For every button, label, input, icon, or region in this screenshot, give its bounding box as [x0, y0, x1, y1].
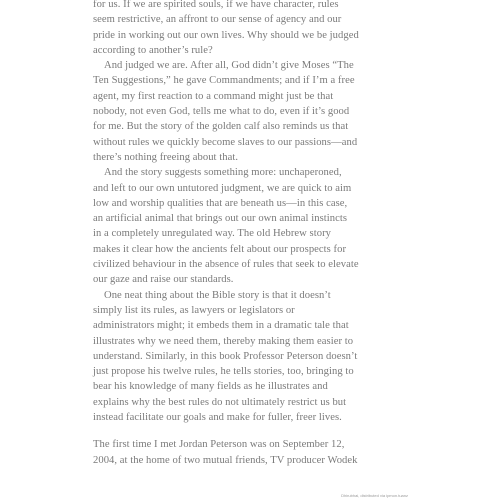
text-column	[93, 0, 381, 468]
text-line: 2004, at the home of two mutual friends, TV producer Wodek	[93, 454, 358, 466]
text-line: bear his knowledge of many fields as he illustrates and	[93, 381, 328, 393]
text-line: an artificial animal that brings out our own animal instincts	[93, 213, 348, 225]
text-line: simply list its rules, as lawyers or legislators or	[93, 304, 295, 316]
paragraph-2	[93, 58, 381, 165]
paragraph-3	[93, 165, 381, 287]
text-line: our gaze and raise our standards.	[93, 274, 234, 286]
text-line: makes it clear how the ancients felt about our prospects for	[93, 243, 347, 255]
paragraph-1	[93, 0, 381, 58]
text-line: for us. If we are spirited souls, if we have character, rules	[93, 0, 339, 10]
text-line: And judged we are. After all, God didn’t give Moses “The	[104, 60, 354, 72]
text-line: pride in working out our own lives. Why should we be judged	[93, 29, 359, 41]
text-line: One neat thing about the Bible story is that it doesn’t	[104, 289, 331, 301]
text-line: agent, my first reaction to a command might just be that	[93, 90, 334, 102]
page-footer: Dhirubhai, distributed via ipmon.tuanz	[341, 493, 408, 498]
text-line: according to another’s rule?	[93, 44, 213, 56]
paragraph-5	[93, 437, 381, 468]
text-line: Ten Suggestions,” he gave Commandments; and if I’m a free	[93, 75, 355, 87]
text-line: civilized behaviour in the absence of rules that seek to elevate	[93, 259, 359, 271]
text-line: in a completely unregulated way. The old Hebrew story	[93, 228, 331, 240]
text-line: instead facilitate our goals and make for fuller, freer lives.	[93, 412, 342, 424]
text-line: without rules we quickly become slaves to our passions—and	[93, 136, 358, 148]
text-line: and left to our own untutored judgment, we are quick to aim	[93, 182, 352, 194]
text-line: The first time I met Jordan Peterson was on September 12,	[93, 439, 345, 451]
text-line: just propose his twelve rules, he tells stories, too, bringing to	[93, 366, 354, 378]
text-line: seem restrictive, an affront to our sense of agency and our	[93, 14, 342, 26]
text-line: there’s nothing freeing about that.	[93, 151, 239, 163]
text-line: for me. But the story of the golden calf also reminds us that	[93, 121, 349, 133]
text-line: nobody, not even God, tells me what to do, even if it’s good	[93, 106, 350, 118]
text-line: And the story suggests something more: unchaperoned,	[104, 167, 342, 179]
text-line: low and worship qualities that are beneath us—in this case,	[93, 197, 348, 209]
section-gap	[93, 425, 381, 437]
text-line: explains why the best rules do not ultimately restrict us but	[93, 396, 347, 408]
paragraph-4	[93, 288, 381, 426]
text-line: administrators might; it embeds them in a dramatic tale that	[93, 320, 349, 332]
text-line: understand. Similarly, in this book Professor Peterson doesn’t	[93, 350, 358, 362]
text-line: illustrates why we need them, thereby making them easier to	[93, 335, 354, 347]
